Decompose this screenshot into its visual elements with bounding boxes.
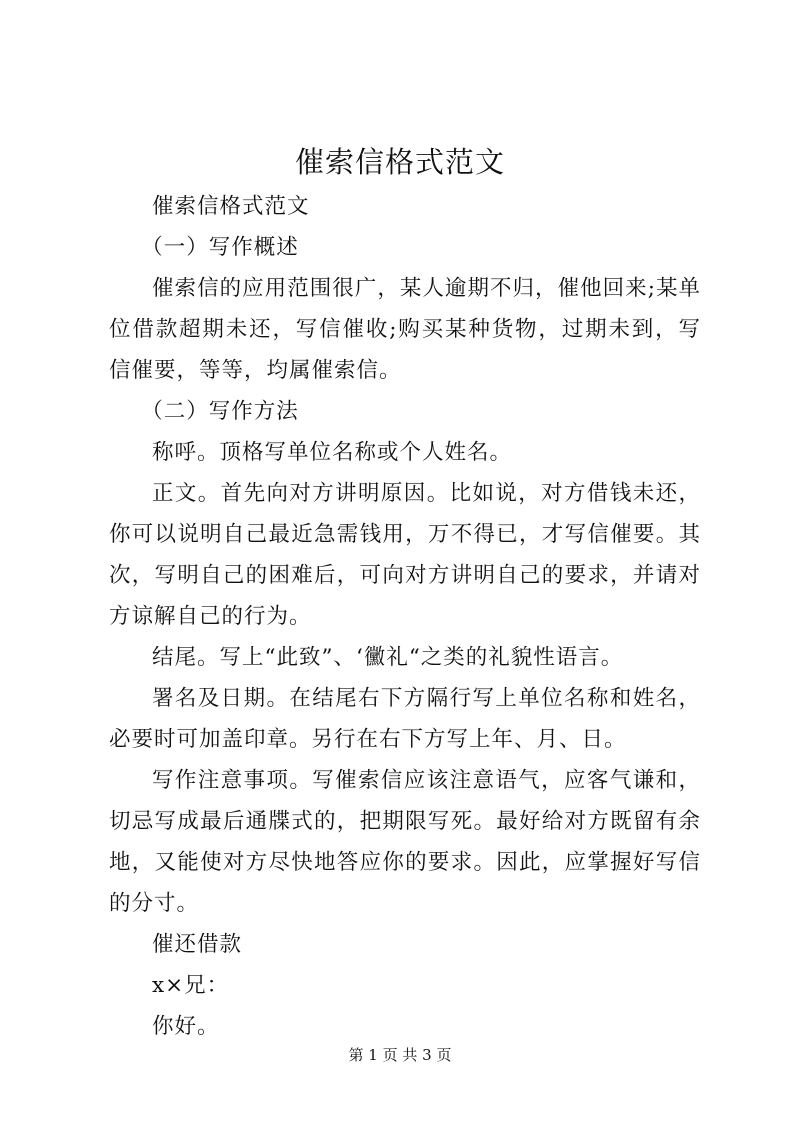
page-title: 催索信格式范文 [294, 145, 505, 179]
page-number-footer: 第 1 页 共 3 页 [348, 1046, 452, 1064]
paragraph-body: 正文。首先向对方讲明原因。比如说，对方借钱未还，你可以说明自己最近急需钱用，万不得已，才写信催要。其次，写明自己的困难后，可向对方讲明自己的要求，并请对方谅解自己的行为。 [109, 481, 701, 629]
paragraph-intro-title: 催索信格式范文 [152, 194, 310, 219]
document-body [109, 186, 701, 1047]
paragraph-salutation: 称呼。顶格写单位名称或个人姓名。 [152, 440, 513, 465]
paragraph-example-greeting: 你好。 [152, 1014, 220, 1039]
paragraph-example-title: 催还借款 [152, 932, 243, 957]
paragraph-closing: 结尾。写上“此致”、‘黴礼“之类的礼貌性语言。 [152, 645, 624, 670]
paragraph-notes: 写作注意事项。写催索信应该注意语气，应客气谦和，切忌写成最后通牒式的，把期限写死。最好给对方既留有余地，又能使对方尽快地答应你的要求。因此，应掌握好写信的分寸。 [109, 768, 701, 916]
paragraph-example-salutation: x×兄： [152, 973, 230, 998]
paragraph-signature: 署名及日期。在结尾右下方隔行写上单位名称和姓名，必要时可加盖印章。另行在右下方写上年、月、日。 [109, 686, 701, 752]
paragraph-overview: 催索信的应用范围很广，某人逾期不归，催他回来;某单位借款超期未还，写信催收;购买某种货物，过期未到，写信催要，等等，均属催索信。 [109, 276, 701, 383]
section-heading-method: （二）写作方法 [141, 399, 299, 424]
section-heading-overview: （一）写作概述 [141, 235, 299, 260]
